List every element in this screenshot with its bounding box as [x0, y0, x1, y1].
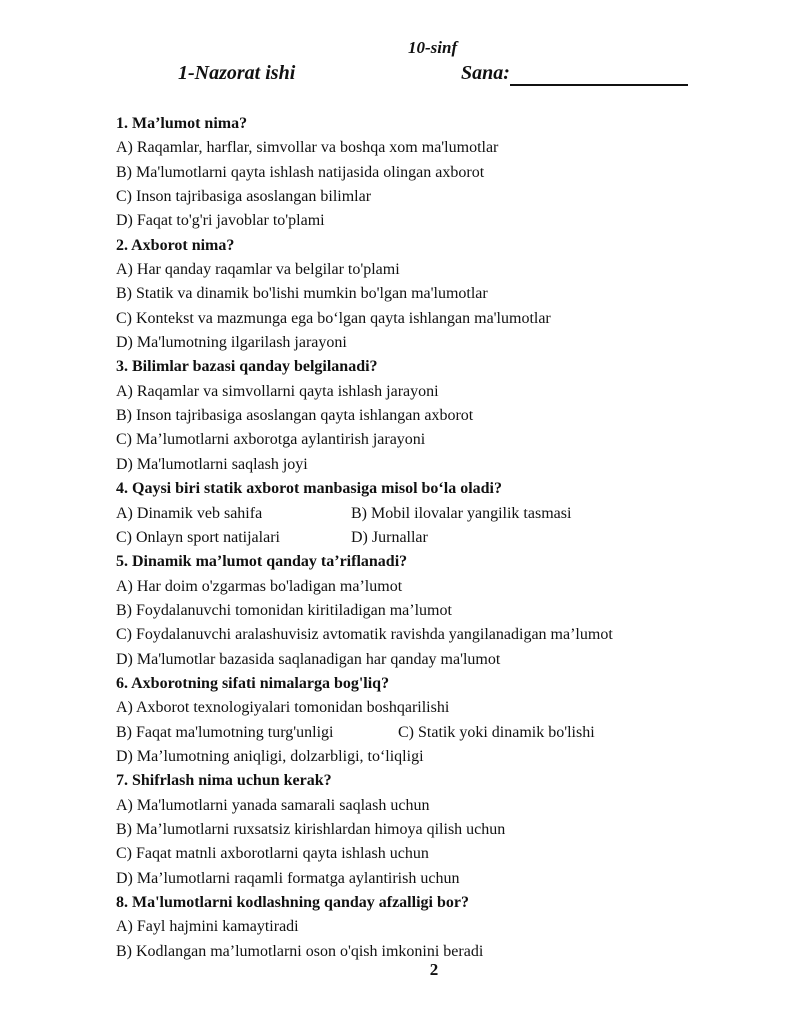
question-6-option-d: D) Ma’lumotning aniqligi, dolzarbligi, to‘liqligi — [116, 747, 424, 765]
question-5-option-b: B) Foydalanuvchi tomonidan kiritiladigan ma’lumot — [116, 601, 452, 619]
question-6-options-row-2 — [116, 721, 756, 745]
question-1-option-c: C) Inson tajribasiga asoslangan bilimlar — [116, 188, 372, 206]
question-8: 8. Ma'lumotlarni kodlashning qanday afzalligi bor? — [116, 894, 469, 911]
question-8-option-b: B) Kodlangan ma’lumotlarni oson o'qish imkonini beradi — [116, 942, 484, 960]
question-3-option-b: B) Inson tajribasiga asoslangan qayta ishlangan axborot — [116, 407, 474, 425]
question-3: 3. Bilimlar bazasi qanday belgilanadi? — [116, 358, 378, 376]
question-7-option-d: D) Ma’lumotlarni raqamli formatga aylantirish uchun — [116, 869, 460, 887]
question-1-option-b: B) Ma'lumotlarni qayta ishlash natijasida olingan axborot — [116, 163, 485, 181]
question-2-option-c: C) Kontekst va mazmunga ega bo‘lgan qayta ishlangan ma'lumotlar — [116, 309, 551, 327]
question-4-option-d: D) Jurnallar — [351, 528, 428, 546]
page-number: 2 — [429, 960, 439, 979]
question-3-option-a: A) Raqamlar va simvollarni qayta ishlash jarayoni — [116, 382, 439, 400]
question-4-options-row-1 — [116, 502, 756, 526]
grade-label: 10-sinf — [408, 38, 458, 57]
question-5-option-c: C) Foydalanuvchi aralashuvisiz avtomatik ravishda yangilanadigan ma’lumot — [116, 626, 613, 644]
question-6-option-a: A) Axborot texnologiyalari tomonidan boshqarilishi — [116, 699, 450, 717]
question-5: 5. Dinamik ma’lumot qanday ta’riflanadi? — [116, 553, 408, 571]
question-5-option-d: D) Ma'lumotlar bazasida saqlanadigan har qanday ma'lumot — [116, 650, 501, 668]
question-2-option-b: B) Statik va dinamik bo'lishi mumkin bo'lgan ma'lumotlar — [116, 285, 488, 303]
question-6-option-c: C) Statik yoki dinamik bo'lishi — [398, 723, 595, 741]
question-1-option-a: A) Raqamlar, harflar, simvollar va boshqa xom ma'lumotlar — [116, 139, 499, 157]
test-title: 1-Nazorat ishi — [178, 62, 296, 84]
question-1: 1. Ma’lumot nima? — [116, 115, 248, 132]
question-7-option-c: C) Faqat matnli axborotlarni qayta ishlash uchun — [116, 845, 429, 863]
question-4-options-row-2 — [116, 526, 756, 550]
question-7: 7. Shifrlash nima uchun kerak? — [116, 772, 332, 790]
question-4-option-a: A) Dinamik veb sahifa — [116, 504, 263, 522]
question-3-option-d: D) Ma'lumotlarni saqlash joyi — [116, 455, 308, 473]
question-4: 4. Qaysi biri statik axborot manbasiga misol bo‘la oladi? — [116, 480, 502, 498]
question-6: 6. Axborotning sifati nimalarga bog'liq? — [116, 674, 390, 692]
question-4-option-c: C) Onlayn sport natijalari — [116, 528, 280, 546]
question-3-option-c: C) Ma’lumotlarni axborotga aylantirish jarayoni — [116, 431, 426, 449]
title-row — [0, 62, 800, 92]
questions-list — [116, 112, 756, 964]
date-label: Sana: — [461, 62, 510, 84]
question-5-option-a: A) Har doim o'zgarmas bo'ladigan ma’lumot — [116, 577, 403, 595]
question-2-option-a: A) Har qanday raqamlar va belgilar to'plami — [116, 261, 400, 279]
question-6-option-b: B) Faqat ma'lumotning turg'unligi — [116, 723, 334, 741]
question-1-option-d: D) Faqat to'g'ri javoblar to'plami — [116, 212, 325, 230]
question-4-option-b: B) Mobil ilovalar yangilik tasmasi — [351, 504, 572, 522]
question-2-option-d: D) Ma'lumotning ilgarilash jarayoni — [116, 334, 347, 352]
question-2: 2. Axborot nima? — [116, 236, 235, 254]
question-8-option-a: A) Fayl hajmini kamaytiradi — [116, 918, 299, 936]
question-7-option-a: A) Ma'lumotlarni yanada samarali saqlash uchun — [116, 796, 430, 814]
date-blank-line — [510, 84, 688, 86]
question-7-option-b: B) Ma’lumotlarni ruxsatsiz kirishlardan himoya qilish uchun — [116, 820, 506, 838]
